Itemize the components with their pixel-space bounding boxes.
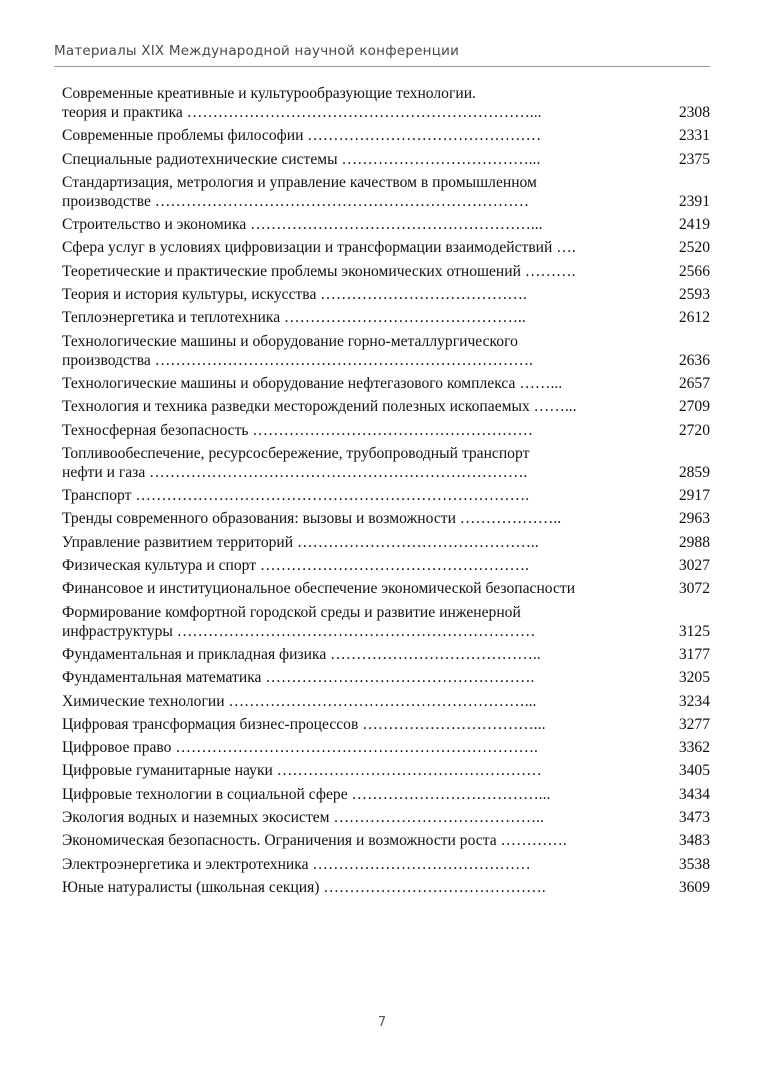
toc-entry [62, 738, 710, 757]
toc-entry-title-line: Химические технологии …………………………………………………... [62, 692, 537, 710]
toc-entry-title [62, 285, 660, 304]
toc-entry-title [62, 126, 660, 145]
toc-entry [62, 509, 710, 528]
toc-entry-title-line: Техносферная безопасность ……………………………………………… [62, 421, 534, 439]
toc-entry-page: 3177 [678, 645, 710, 663]
toc-entry [62, 397, 710, 416]
toc-entry [62, 761, 710, 780]
toc-entry [62, 533, 710, 552]
toc-entry-title-line: Экономическая безопасность. Ограничения и возможности роста …………. [62, 832, 567, 850]
toc-entry-page: 2657 [678, 374, 710, 392]
toc-entry-title-line: Теория и история культуры, искусства …………………………………. [62, 286, 527, 304]
toc-entry [62, 831, 710, 850]
toc-entry-title-line: теория и практика …………………………………………………………... [62, 104, 542, 121]
toc-entry-page: 3434 [678, 785, 710, 803]
toc-entry [62, 150, 710, 169]
toc-entry [62, 715, 710, 734]
table-of-contents [62, 84, 710, 901]
toc-entry-title [62, 444, 660, 482]
page-number: 7 [377, 1015, 387, 1030]
toc-entry-page: 2331 [678, 127, 710, 145]
toc-entry-title [62, 878, 660, 897]
toc-entry-title-line: Фундаментальная математика ……………………………………………. [62, 669, 535, 687]
toc-entry-page: 3362 [678, 739, 710, 757]
toc-entry-page: 2636 [678, 351, 710, 369]
toc-entry-title [62, 486, 660, 505]
toc-entry [62, 421, 710, 440]
toc-entry-page: 3483 [678, 832, 710, 850]
toc-entry-title [62, 761, 660, 780]
toc-entry-title-line: Современные креативные и культурообразующие технологии. [62, 85, 476, 102]
toc-entry-page: 2419 [678, 216, 710, 234]
toc-entry-title [62, 738, 660, 757]
toc-entry-title [62, 692, 660, 711]
toc-entry-title-line: Фундаментальная и прикладная физика ………………………………….. [62, 645, 541, 663]
toc-entry [62, 855, 710, 874]
toc-entry-title [62, 645, 660, 664]
toc-entry-title [62, 509, 660, 528]
toc-entry-title-line: Экология водных и наземных экосистем ………………………………….. [62, 809, 544, 827]
toc-entry [62, 126, 710, 145]
toc-entry [62, 238, 710, 257]
toc-entry-page: 3205 [678, 669, 710, 687]
toc-entry [62, 308, 710, 327]
header-divider [54, 66, 710, 67]
toc-entry-title-line: Цифровые гуманитарные науки …………………………………………… [62, 762, 542, 780]
toc-entry-title-line: Технология и техника разведки месторождений полезных ископаемых ……... [62, 398, 577, 416]
toc-entry-title-line: Финансовое и институциональное обеспечение экономической безопасности [62, 580, 576, 598]
toc-entry-page: 2520 [678, 239, 710, 257]
toc-entry-title [62, 579, 660, 598]
toc-entry-title [62, 785, 660, 804]
toc-entry-title-line: Электроэнергетика и электротехника …………………………………… [62, 855, 531, 873]
toc-entry-title-line: Цифровые технологии в социальной сфере ………………………………... [62, 785, 551, 803]
toc-entry-title-line: Юные натуралисты (школьная секция) ……………………………………. [62, 878, 546, 896]
toc-entry-page: 2308 [678, 104, 710, 121]
toc-entry-title-line: Физическая культура и спорт ……………………………………………. [62, 557, 529, 575]
toc-entry-title-line: Современные проблемы философии ……………………………………… [62, 127, 542, 145]
toc-entry-title [62, 556, 660, 575]
toc-entry-title [62, 421, 660, 440]
toc-entry [62, 332, 710, 370]
toc-entry-page: 2391 [678, 192, 710, 210]
toc-entry-page: 2612 [678, 309, 710, 327]
toc-entry-page: 3473 [678, 809, 710, 827]
toc-entry [62, 84, 710, 122]
toc-entry-page: 2859 [678, 463, 710, 481]
toc-entry-title-line: Транспорт …………………………………………………………………. [62, 487, 530, 505]
running-header: Материалы XIX Международной научной конференции [54, 43, 460, 59]
toc-entry-title-line: Управление развитием территорий ……………………………………….. [62, 533, 539, 551]
toc-entry-page: 2593 [678, 286, 710, 304]
toc-entry-title [62, 150, 660, 169]
toc-entry-page: 2375 [678, 150, 710, 168]
toc-entry-page: 2566 [678, 262, 710, 280]
toc-entry-title-line: нефти и газа ………………………………………………………………. [62, 463, 528, 481]
toc-entry-title-line: Теплоэнергетика и теплотехника ……………………………………….. [62, 309, 526, 327]
toc-entry-title [62, 332, 660, 370]
toc-entry [62, 668, 710, 687]
toc-entry-title [62, 238, 660, 257]
toc-entry-title-line: Цифровое право ……………………………………………………………. [62, 739, 538, 757]
toc-entry [62, 785, 710, 804]
toc-entry [62, 692, 710, 711]
toc-entry-page: 3609 [678, 878, 710, 896]
toc-entry-page: 3277 [678, 715, 710, 733]
toc-entry-title-line: производстве ……………………………………………………………… [62, 192, 530, 210]
toc-entry [62, 808, 710, 827]
toc-entry [62, 215, 710, 234]
toc-entry [62, 486, 710, 505]
toc-entry-title-line: Формирование комфортной городской среды и развитие инженерной [62, 603, 521, 621]
toc-entry-title-line: Теоретические и практические проблемы экономических отношений ………. [62, 262, 576, 280]
toc-entry-title [62, 603, 660, 641]
toc-entry-page: 3027 [678, 557, 710, 575]
toc-entry-page: 3125 [678, 622, 710, 640]
toc-entry-page: 3072 [678, 580, 710, 598]
toc-entry-title-line: инфраструктуры …………………………………………………………… [62, 622, 536, 640]
toc-entry [62, 444, 710, 482]
toc-entry-title [62, 668, 660, 687]
toc-entry-page: 2709 [678, 398, 710, 416]
toc-entry [62, 285, 710, 304]
toc-entry-title [62, 715, 660, 734]
toc-entry-title-line: Тренды современного образования: вызовы и возможности ……………….. [62, 510, 562, 528]
toc-entry [62, 262, 710, 281]
toc-entry [62, 556, 710, 575]
toc-entry-title [62, 173, 660, 211]
toc-entry [62, 603, 710, 641]
toc-entry-title [62, 84, 660, 122]
toc-entry [62, 579, 710, 598]
toc-entry-page: 2720 [678, 421, 710, 439]
toc-entry [62, 374, 710, 393]
toc-entry-title-line: Технологические машины и оборудование горно-металлургического [62, 332, 518, 350]
toc-entry-page: 3405 [678, 762, 710, 780]
toc-entry-title-line: Стандартизация, метрология и управление качеством в промышленном [62, 173, 537, 191]
toc-entry-page: 2988 [678, 533, 710, 551]
toc-entry-title-line: Специальные радиотехнические системы ………………………………... [62, 150, 541, 168]
toc-entry-title [62, 855, 660, 874]
toc-entry [62, 645, 710, 664]
toc-entry-title [62, 808, 660, 827]
toc-entry-page: 2917 [678, 487, 710, 505]
toc-entry-title-line: производства ………………………………………………………………. [62, 351, 533, 369]
toc-entry [62, 173, 710, 211]
toc-entry-title-line: Строительство и экономика ………………………………………………... [62, 216, 543, 234]
toc-entry-page: 2963 [678, 510, 710, 528]
toc-entry-page: 3234 [678, 692, 710, 710]
toc-entry-title-line: Технологические машины и оборудование нефтегазового комплекса ……... [62, 374, 563, 392]
toc-entry-title [62, 374, 660, 393]
toc-entry-title [62, 397, 660, 416]
toc-entry [62, 878, 710, 897]
toc-entry-page: 3538 [678, 855, 710, 873]
toc-entry-title [62, 533, 660, 552]
toc-entry-title [62, 262, 660, 281]
toc-entry-title [62, 308, 660, 327]
toc-entry-title [62, 215, 660, 234]
toc-entry-title-line: Сфера услуг в условиях цифровизации и трансформации взаимодействий …. [62, 239, 576, 257]
toc-entry-title-line: Цифровая трансформация бизнес-процессов ……………………………... [62, 715, 546, 733]
toc-entry-title-line: Топливообеспечение, ресурсосбережение, трубопроводный транспорт [62, 444, 530, 462]
toc-entry-title [62, 831, 660, 850]
